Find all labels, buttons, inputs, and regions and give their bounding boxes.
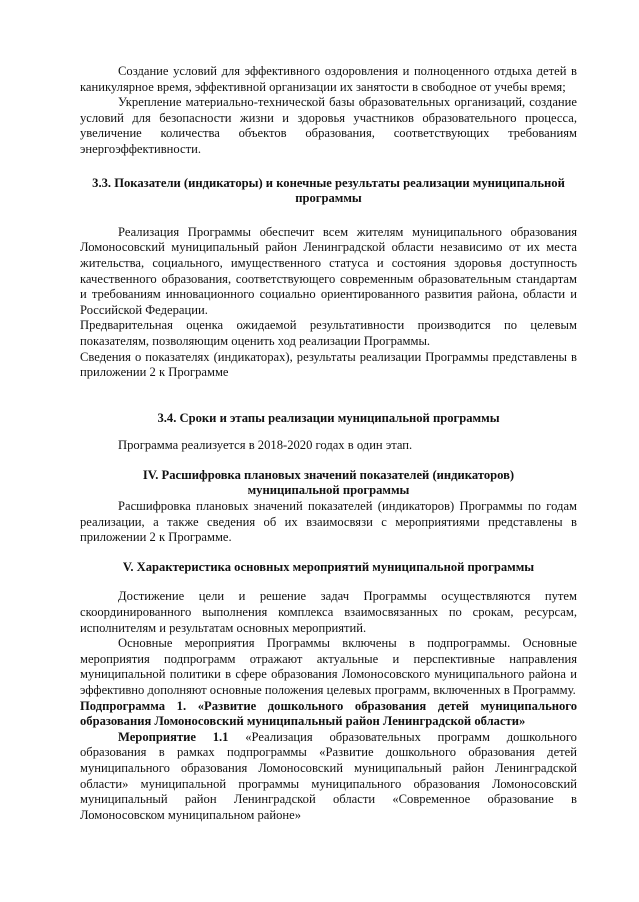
document-body (80, 64, 577, 823)
spacer (80, 454, 577, 468)
paragraph-achievement: Достижение цели и решение задач Программы осуществляются путем скоординированного выполнения комплекса взаимосвязанных по срокам, ресурсам, исполнителям и результатам основных мероприятий. (80, 589, 577, 635)
activity-1-1-label: Мероприятие 1.1 (118, 729, 229, 744)
subprogram-1-title: Подпрограмма 1. «Развитие дошкольного образования детей муниципального образования Ломоносовский муниципальный район Ленинградской области» (80, 698, 577, 729)
paragraph-indicators-info: Сведения о показателях (индикаторах), результаты реализации Программы представлены в приложении 2 к Программе (80, 349, 577, 380)
spacer (80, 546, 577, 560)
paragraph-main-activities: Основные мероприятия Программы включены в подпрограммы. Основные мероприятия подпрограмм отражают актуальные и перспективные направления муниципальной политики в сфере образования Ломоносовского муниципального района и эффективно дополняют основные положения целевых программ, включенных в Программу. (80, 636, 577, 697)
paragraph-timeline: Программа реализуется в 2018-2020 годах в один этап. (118, 438, 413, 453)
heading-5: V. Характеристика основных мероприятий муниципальной программы (122, 559, 535, 574)
paragraph-infrastructure: Укрепление материально-технической базы образовательных организаций, создание условий для безопасности жизни и здоровья участников образовательного процесса, увеличение количества объектов образования, соответствующих требованиям энергоэффективности. (80, 95, 577, 156)
spacer (80, 575, 577, 589)
paragraph-planned-values: Расшифровка плановых значений показателей (индикаторов) Программы по годам реализации, а также сведения об их взаимосвязи с мероприятиями представлены в приложении 2 к Программе. (80, 499, 577, 545)
paragraph-recreation: Создание условий для эффективного оздоровления и полноценного отдыха детей в каникулярное время, эффективной организации их занятости в свободное от учебы время; (80, 64, 577, 94)
spacer (80, 426, 577, 438)
heading-4-line-1: IV. Расшифровка плановых значений показателей (индикаторов) (142, 467, 515, 482)
heading-3-3: 3.3. Показатели (индикаторы) и конечные результаты реализации муниципальной программы (92, 175, 565, 206)
spacer (80, 207, 577, 225)
spacer (80, 381, 577, 411)
activity-1-1-text: «Реализация образовательных программ дошкольного образования в рамках подпрограммы «Развитие дошкольного образования детей муниципального образования Ломоносовский муниципальный район Ленинградской области» муниципальной программы муниципального образования Ломоносовский муниципальный район Ленинградской области «Современное образование в Ломоносовском муниципальном районе» (80, 729, 577, 822)
heading-4-line-2: муниципальной программы (247, 483, 410, 498)
spacer (80, 158, 577, 176)
activity-1-1 (80, 730, 577, 824)
paragraph-program-implementation: Реализация Программы обеспечит всем жителям муниципального образования Ломоносовский муниципальный район Ленинградской области независимо от их места жительства, социального, имущественного статуса и состояния здоровья доступность качественного образования, соответствующего современным образовательным стандартам и требованиям инновационного социально ориентированного развития района, области и Российской Федерации. (80, 224, 577, 317)
paragraph-preliminary-assessment: Предварительная оценка ожидаемой результативности производится по целевым показателям, позволяющим оценить ход реализации Программы. (80, 318, 577, 348)
heading-3-4: 3.4. Сроки и этапы реализации муниципальной программы (157, 410, 500, 425)
